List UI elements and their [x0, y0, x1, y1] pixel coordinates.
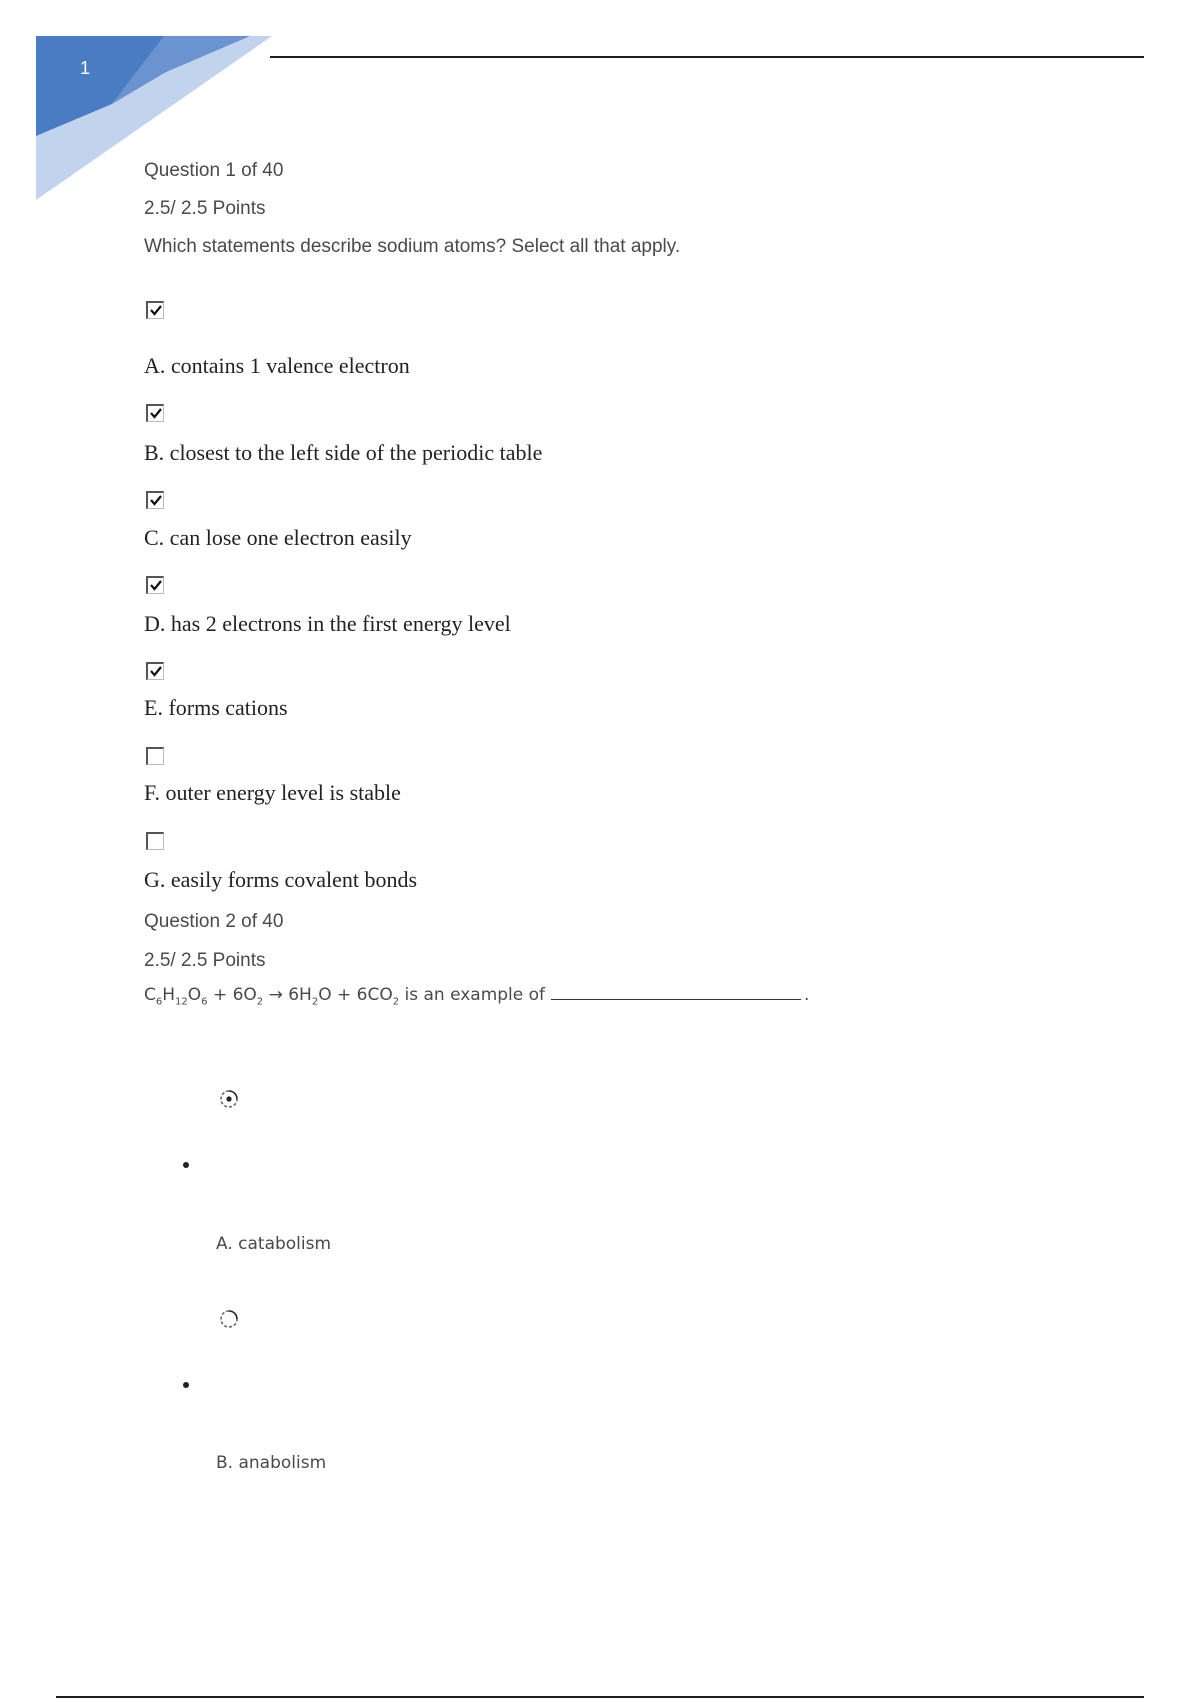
checkmark-icon: [149, 406, 163, 420]
option-a-label: A. contains 1 valence electron: [144, 353, 410, 378]
answer-blank: [551, 985, 801, 1000]
option-e-checkbox[interactable]: [146, 662, 164, 680]
checkmark-icon: [149, 578, 163, 592]
page-number: 1: [80, 58, 91, 78]
footer-rule: [56, 1696, 1144, 1698]
option-b-checkbox[interactable]: [146, 404, 164, 422]
option-c-checkbox[interactable]: [146, 491, 164, 509]
question-1-header: Question 1 of 40: [144, 160, 284, 181]
checkmark-icon: [149, 493, 163, 507]
header-rule: [270, 56, 1144, 58]
checkmark-icon: [149, 664, 163, 678]
option-a-checkbox[interactable]: [146, 301, 164, 319]
checkmark-icon: [149, 303, 163, 317]
option-g-checkbox[interactable]: [146, 832, 164, 850]
question-2-prompt: [144, 985, 809, 1007]
option-a-radio[interactable]: [219, 1089, 239, 1109]
option-f-checkbox[interactable]: [146, 747, 164, 765]
option-c-label: C. can lose one electron easily: [144, 525, 412, 550]
option-a-label-q2: A. catabolism: [216, 1234, 332, 1254]
option-e-label: E. forms cations: [144, 695, 288, 720]
option-g-label: G. easily forms covalent bonds: [144, 867, 418, 892]
chemical-equation: $C_6H_{12}O_6 + 6O_2 \to 6H_2O + 6CO_2$: [144, 985, 400, 1008]
option-d-checkbox[interactable]: [146, 576, 164, 594]
option-b-label-q2: B. anabolism: [216, 1453, 327, 1473]
option-a-bullet: [183, 1162, 189, 1168]
option-d-label: D. has 2 electrons in the first energy level: [144, 611, 511, 636]
option-f-label: F. outer energy level is stable: [144, 780, 401, 805]
option-b-bullet: [183, 1382, 189, 1388]
question-1-prompt: Which statements describe sodium atoms? Select all that apply.: [144, 236, 681, 257]
prompt-end: .: [804, 985, 810, 1005]
option-b-radio[interactable]: [219, 1309, 239, 1329]
question-1-points: 2.5/ 2.5 Points: [144, 198, 266, 219]
option-b-label: B. closest to the left side of the periodic table: [144, 440, 543, 465]
prompt-suffix: is an example of: [404, 985, 546, 1005]
question-2-header: Question 2 of 40: [144, 911, 284, 932]
question-2-points: 2.5/ 2.5 Points: [144, 950, 266, 971]
